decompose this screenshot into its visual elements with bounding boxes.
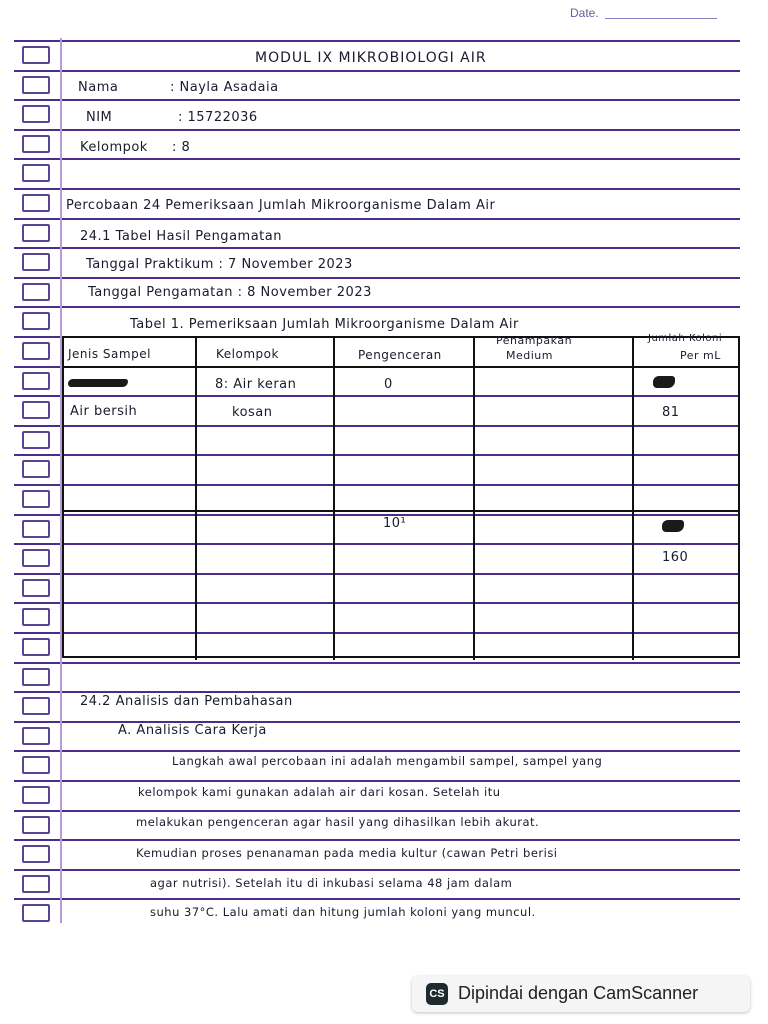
nama-value: : Nayla Asadaia bbox=[170, 80, 279, 95]
th-koloni: Jumlah Koloni bbox=[648, 333, 723, 344]
th-penampakan: Penampakan bbox=[496, 334, 573, 347]
ruled-line bbox=[14, 780, 740, 782]
ruled-line bbox=[14, 277, 740, 279]
margin-tick-box bbox=[22, 668, 50, 686]
margin-tick-box bbox=[22, 460, 50, 478]
experiment-title: Percobaan 24 Pemeriksaan Jumlah Mikroorganisme Dalam Air bbox=[66, 198, 496, 213]
results-table bbox=[62, 336, 740, 658]
analysis-line: kelompok kami gunakan adalah air dari kosan. Setelah itu bbox=[138, 785, 501, 799]
ruled-line bbox=[14, 691, 740, 693]
margin-tick-box bbox=[22, 727, 50, 745]
table-header-rule bbox=[62, 366, 740, 368]
ruled-line bbox=[14, 839, 740, 841]
page-title: MODUL IX MIKROBIOLOGI AIR bbox=[255, 50, 487, 66]
cell-kelompok-2: kosan bbox=[232, 405, 273, 420]
margin-tick-box bbox=[22, 194, 50, 212]
camscanner-badge bbox=[412, 976, 750, 1012]
ruled-line bbox=[14, 662, 740, 664]
ruled-line bbox=[14, 188, 740, 190]
ruled-line bbox=[14, 99, 740, 101]
ruled-line bbox=[14, 158, 740, 160]
margin-tick-box bbox=[22, 816, 50, 834]
cell-pengenceran-1: 0 bbox=[384, 377, 393, 392]
table-caption: Tabel 1. Pemeriksaan Jumlah Mikroorganisme Dalam Air bbox=[130, 317, 519, 332]
margin-tick-box bbox=[22, 845, 50, 863]
ruled-line bbox=[14, 898, 740, 900]
ruled-line bbox=[14, 750, 740, 752]
crossed-out-text bbox=[68, 379, 128, 387]
date-label: Date. bbox=[570, 6, 599, 20]
tanggal-praktikum: Tanggal Praktikum : 7 November 2023 bbox=[86, 257, 353, 272]
margin-tick-box bbox=[22, 135, 50, 153]
ruled-line bbox=[14, 218, 740, 220]
margin-tick-box bbox=[22, 76, 50, 94]
table-col-divider bbox=[195, 336, 197, 660]
crossed-out-count bbox=[653, 376, 675, 388]
cell-kelompok-1: 8: Air keran bbox=[215, 377, 297, 392]
margin-tick-box bbox=[22, 608, 50, 626]
th-pengenceran: Pengenceran bbox=[358, 348, 442, 362]
table-col-divider bbox=[632, 336, 634, 660]
nim-value: : 15722036 bbox=[178, 110, 258, 125]
margin-tick-box bbox=[22, 579, 50, 597]
ruled-line bbox=[14, 869, 740, 871]
tanggal-pengamatan: Tanggal Pengamatan : 8 November 2023 bbox=[88, 285, 372, 300]
camscanner-text: Dipindai dengan CamScanner bbox=[458, 983, 699, 1003]
margin-tick-box bbox=[22, 401, 50, 419]
analysis-line: Langkah awal percobaan ini adalah mengambil sampel, sampel yang bbox=[172, 754, 603, 768]
margin-tick-box bbox=[22, 224, 50, 242]
nama-label: Nama bbox=[78, 80, 119, 95]
table-col-divider bbox=[333, 336, 335, 660]
margin-tick-box bbox=[22, 786, 50, 804]
th-medium: Medium bbox=[506, 349, 553, 362]
margin-tick-box bbox=[22, 46, 50, 64]
ruled-line bbox=[14, 40, 740, 42]
ruled-line bbox=[14, 70, 740, 72]
margin-tick-box bbox=[22, 490, 50, 508]
cell-koloni-2: 81 bbox=[662, 405, 680, 420]
ruled-line bbox=[14, 247, 740, 249]
ruled-line bbox=[14, 810, 740, 812]
margin-tick-box bbox=[22, 372, 50, 390]
margin-tick-box bbox=[22, 520, 50, 538]
section-24-1: 24.1 Tabel Hasil Pengamatan bbox=[80, 229, 282, 244]
kelompok-label: Kelompok bbox=[80, 140, 148, 155]
analysis-line: melakukan pengenceran agar hasil yang dihasilkan lebih akurat. bbox=[136, 815, 540, 829]
margin-tick-box bbox=[22, 283, 50, 301]
margin-tick-box bbox=[22, 342, 50, 360]
th-kelompok: Kelompok bbox=[216, 347, 279, 361]
date-line bbox=[605, 18, 717, 19]
cell-jenis-2: Air bersih bbox=[70, 404, 138, 419]
th-jenis: Jenis Sampel bbox=[68, 347, 151, 361]
margin-tick-box bbox=[22, 875, 50, 893]
margin-tick-box bbox=[22, 164, 50, 182]
ruled-line bbox=[14, 129, 740, 131]
cell-pengenceran-3: 10¹ bbox=[383, 516, 407, 531]
section-24-2: 24.2 Analisis dan Pembahasan bbox=[80, 694, 293, 709]
margin-tick-box bbox=[22, 312, 50, 330]
analysis-line: suhu 37°C. Lalu amati dan hitung jumlah koloni yang muncul. bbox=[150, 905, 536, 919]
crossed-out-count bbox=[662, 520, 684, 532]
analysis-line: Kemudian proses penanaman pada media kultur (cawan Petri berisi bbox=[136, 846, 558, 860]
cell-koloni-4: 160 bbox=[662, 550, 689, 565]
analysis-line: agar nutrisi). Setelah itu di inkubasi selama 48 jam dalam bbox=[150, 876, 513, 890]
table-col-divider bbox=[473, 336, 475, 660]
margin-tick-box bbox=[22, 549, 50, 567]
subsection-a: A. Analisis Cara Kerja bbox=[118, 723, 267, 738]
th-per-ml: Per mL bbox=[680, 349, 721, 362]
margin-tick-box bbox=[22, 638, 50, 656]
camscanner-logo-icon: CS bbox=[426, 983, 448, 1005]
margin-tick-box bbox=[22, 431, 50, 449]
kelompok-value: : 8 bbox=[172, 140, 191, 155]
margin-tick-box bbox=[22, 756, 50, 774]
margin-tick-box bbox=[22, 904, 50, 922]
ruled-line bbox=[14, 306, 740, 308]
margin-tick-box bbox=[22, 105, 50, 123]
margin-tick-box bbox=[22, 253, 50, 271]
nim-label: NIM bbox=[86, 110, 113, 125]
table-row-rule bbox=[62, 510, 740, 512]
margin-tick-box bbox=[22, 697, 50, 715]
